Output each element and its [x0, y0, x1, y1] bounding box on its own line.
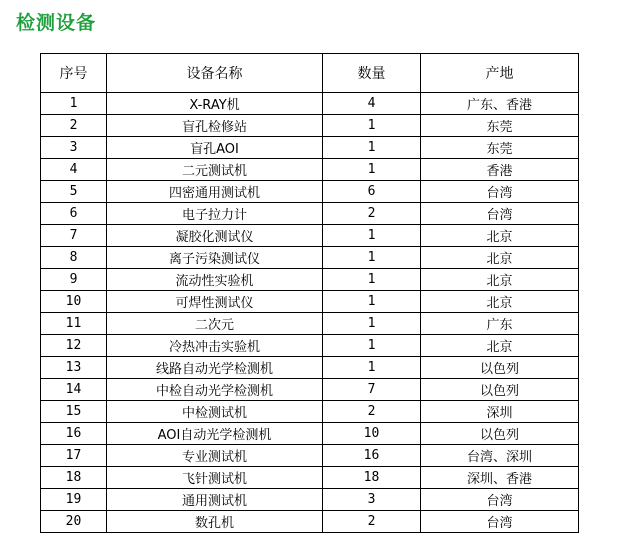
- serial-cell: 5: [41, 181, 107, 203]
- device-name-cell: 飞针测试机: [107, 467, 323, 489]
- origin-cell: 北京: [421, 247, 579, 269]
- table-row: [41, 489, 579, 511]
- device-name-cell: 通用测试机: [107, 489, 323, 511]
- table-row: [41, 137, 579, 159]
- origin-cell: 以色列: [421, 357, 579, 379]
- table-row: [41, 93, 579, 115]
- device-name-cell: 冷热冲击实验机: [107, 335, 323, 357]
- origin-cell: 广东、香港: [421, 93, 579, 115]
- serial-cell: 20: [41, 511, 107, 533]
- origin-cell: 台湾: [421, 181, 579, 203]
- origin-cell: 以色列: [421, 423, 579, 445]
- serial-cell: 18: [41, 467, 107, 489]
- origin-cell: 台湾: [421, 511, 579, 533]
- origin-cell: 北京: [421, 225, 579, 247]
- serial-cell: 17: [41, 445, 107, 467]
- serial-cell: 8: [41, 247, 107, 269]
- quantity-cell: 4: [323, 93, 421, 115]
- serial-cell: 12: [41, 335, 107, 357]
- origin-cell: 深圳: [421, 401, 579, 423]
- quantity-cell: 10: [323, 423, 421, 445]
- origin-cell: 北京: [421, 269, 579, 291]
- quantity-cell: 1: [323, 335, 421, 357]
- serial-cell: 16: [41, 423, 107, 445]
- serial-cell: 19: [41, 489, 107, 511]
- quantity-cell: 2: [323, 401, 421, 423]
- page-title: 检测设备: [16, 12, 97, 34]
- device-name-cell: 流动性实验机: [107, 269, 323, 291]
- header-quantity: 数量: [323, 54, 421, 93]
- table-row: [41, 423, 579, 445]
- device-name-cell: 电子拉力计: [107, 203, 323, 225]
- table-header-row: [41, 54, 579, 93]
- table-row: [41, 181, 579, 203]
- origin-cell: 以色列: [421, 379, 579, 401]
- table-row: [41, 511, 579, 533]
- serial-cell: 10: [41, 291, 107, 313]
- quantity-cell: 1: [323, 313, 421, 335]
- device-name-cell: 盲孔检修站: [107, 115, 323, 137]
- table-row: [41, 225, 579, 247]
- origin-cell: 深圳、香港: [421, 467, 579, 489]
- quantity-cell: 18: [323, 467, 421, 489]
- table-row: [41, 203, 579, 225]
- table-row: [41, 445, 579, 467]
- serial-cell: 14: [41, 379, 107, 401]
- table-row: [41, 401, 579, 423]
- quantity-cell: 1: [323, 115, 421, 137]
- origin-cell: 台湾: [421, 203, 579, 225]
- quantity-cell: 2: [323, 511, 421, 533]
- device-name-cell: 盲孔AOI: [107, 137, 323, 159]
- serial-cell: 3: [41, 137, 107, 159]
- device-name-cell: 中检自动光学检测机: [107, 379, 323, 401]
- origin-cell: 台湾: [421, 489, 579, 511]
- serial-cell: 9: [41, 269, 107, 291]
- table-row: [41, 357, 579, 379]
- quantity-cell: 6: [323, 181, 421, 203]
- header-device-name: 设备名称: [107, 54, 323, 93]
- device-name-cell: AOI自动光学检测机: [107, 423, 323, 445]
- quantity-cell: 16: [323, 445, 421, 467]
- quantity-cell: 1: [323, 291, 421, 313]
- table-row: [41, 313, 579, 335]
- table-row: [41, 379, 579, 401]
- quantity-cell: 1: [323, 225, 421, 247]
- device-name-cell: 离子污染测试仪: [107, 247, 323, 269]
- table-row: [41, 115, 579, 137]
- device-name-cell: 凝胶化测试仪: [107, 225, 323, 247]
- device-name-cell: X-RAY机: [107, 93, 323, 115]
- serial-cell: 2: [41, 115, 107, 137]
- quantity-cell: 1: [323, 247, 421, 269]
- serial-cell: 7: [41, 225, 107, 247]
- quantity-cell: 1: [323, 137, 421, 159]
- quantity-cell: 3: [323, 489, 421, 511]
- device-name-cell: 线路自动光学检测机: [107, 357, 323, 379]
- serial-cell: 15: [41, 401, 107, 423]
- header-origin: 产地: [421, 54, 579, 93]
- device-name-cell: 四密通用测试机: [107, 181, 323, 203]
- table-row: [41, 269, 579, 291]
- quantity-cell: 1: [323, 357, 421, 379]
- serial-cell: 6: [41, 203, 107, 225]
- origin-cell: 广东: [421, 313, 579, 335]
- origin-cell: 东莞: [421, 115, 579, 137]
- origin-cell: 香港: [421, 159, 579, 181]
- serial-cell: 11: [41, 313, 107, 335]
- device-name-cell: 二元测试机: [107, 159, 323, 181]
- device-name-cell: 数孔机: [107, 511, 323, 533]
- device-name-cell: 中检测试机: [107, 401, 323, 423]
- origin-cell: 北京: [421, 335, 579, 357]
- serial-cell: 1: [41, 93, 107, 115]
- origin-cell: 北京: [421, 291, 579, 313]
- table-row: [41, 291, 579, 313]
- origin-cell: 东莞: [421, 137, 579, 159]
- quantity-cell: 1: [323, 159, 421, 181]
- serial-cell: 13: [41, 357, 107, 379]
- serial-cell: 4: [41, 159, 107, 181]
- device-name-cell: 可焊性测试仪: [107, 291, 323, 313]
- table-row: [41, 467, 579, 489]
- quantity-cell: 7: [323, 379, 421, 401]
- quantity-cell: 1: [323, 269, 421, 291]
- origin-cell: 台湾、深圳: [421, 445, 579, 467]
- table-row: [41, 159, 579, 181]
- table-row: [41, 247, 579, 269]
- table-row: [41, 335, 579, 357]
- quantity-cell: 2: [323, 203, 421, 225]
- device-name-cell: 二次元: [107, 313, 323, 335]
- device-name-cell: 专业测试机: [107, 445, 323, 467]
- equipment-table: [40, 53, 579, 533]
- header-serial: 序号: [41, 54, 107, 93]
